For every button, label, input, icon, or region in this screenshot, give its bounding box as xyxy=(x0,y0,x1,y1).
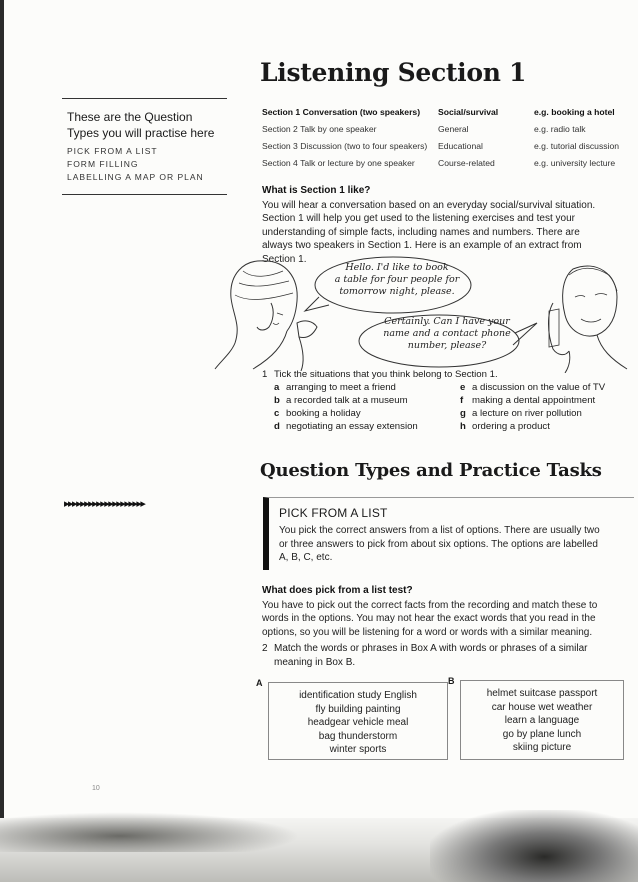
sidebar-title xyxy=(67,109,227,141)
table-row xyxy=(262,154,622,171)
table-cell: e.g. radio talk xyxy=(534,123,586,134)
subheading: What does pick from a list test? xyxy=(262,585,413,596)
bubble-line: a table for four people for xyxy=(334,274,460,285)
option-text: arranging to meet a friend xyxy=(286,382,396,393)
word-line: headgear vehicle meal xyxy=(307,717,409,728)
paragraph-line: You have to pick out the correct facts from the recording and match these to xyxy=(262,599,598,611)
task-number: 1 xyxy=(262,369,268,380)
box-b xyxy=(460,680,624,760)
paragraph-line: always two speakers in Section 1. Here is an example of an extract from xyxy=(262,240,582,251)
option-letter: g xyxy=(460,408,466,419)
paragraph-line: words in the options. You may not hear the exact words that you read in the xyxy=(262,613,596,624)
table-row xyxy=(262,137,622,154)
table-row xyxy=(262,103,622,120)
bubble-line: name and a contact phone xyxy=(383,328,511,339)
table-cell: e.g. university lecture xyxy=(534,157,616,168)
task-instruction xyxy=(262,642,622,656)
sidebar-item: LABELLING A MAP OR PLAN xyxy=(67,172,204,182)
option-item xyxy=(274,407,460,420)
option-text: a recorded talk at a museum xyxy=(286,395,408,406)
sidebar-title-line: Types you will practise here xyxy=(67,126,215,140)
box-b-words xyxy=(461,681,623,755)
bubble-line: number, please? xyxy=(407,340,487,351)
what-does-pick-test xyxy=(262,584,630,639)
section-heading: Question Types and Practice Tasks xyxy=(260,460,602,481)
option-text: negotiating an essay extension xyxy=(286,421,418,432)
option-text: ordering a product xyxy=(472,421,550,432)
word-line: bag thunderstorm xyxy=(318,730,398,742)
table-cell: Section 1 Conversation (two speakers) xyxy=(262,106,421,117)
table-cell: Section 2 Talk by one speaker xyxy=(262,123,377,134)
option-letter: c xyxy=(274,408,280,419)
option-text: a lecture on river pollution xyxy=(472,408,582,419)
bubble-line: Certainly. Can I have your xyxy=(384,316,510,327)
paragraph-line: options, so you will be listening for a word or words with a similar meaning. xyxy=(262,626,593,638)
task-text: Match the words or phrases in Box A with words or phrases of a similar xyxy=(274,643,588,654)
option-letter: e xyxy=(460,382,466,393)
page-number: 10 xyxy=(92,785,100,792)
table-row xyxy=(262,120,622,137)
option-text: making a dental appointment xyxy=(472,395,596,406)
sidebar-item: FORM FILLING xyxy=(67,159,139,169)
option-letter: b xyxy=(274,395,280,406)
box-a xyxy=(268,682,448,760)
pick-from-a-list-box xyxy=(263,497,634,570)
sidebar-title-line: These are the Question xyxy=(67,110,193,124)
option-letter: h xyxy=(460,421,466,432)
table-cell: Section 4 Talk or lecture by one speaker xyxy=(262,157,415,168)
box-text xyxy=(279,524,629,565)
task-text: meaning in Box B. xyxy=(274,656,356,668)
option-letter: d xyxy=(274,421,280,432)
page-title: Listening Section 1 xyxy=(260,58,527,87)
box-b-label: B xyxy=(448,676,455,686)
man-figure xyxy=(563,266,617,336)
table-cell: Course-related xyxy=(438,157,495,168)
subheading: What is Section 1 like? xyxy=(262,185,371,196)
table-cell: General xyxy=(438,123,469,134)
question-types-sidebar xyxy=(62,98,227,195)
sidebar-item: PICK FROM A LIST xyxy=(67,146,158,156)
task-text: Tick the situations that you think belong to Section 1. xyxy=(274,369,498,380)
arrow-row-icon: ▸▸▸▸▸▸▸▸▸▸▸▸▸▸▸▸▸▸▸▸ xyxy=(64,498,145,510)
box-title: PICK FROM A LIST xyxy=(279,506,388,520)
word-line: car house wet weather xyxy=(491,701,593,713)
options-list xyxy=(274,381,632,433)
paragraph-line: Section 1. xyxy=(262,253,307,265)
option-item xyxy=(460,394,638,407)
word-line: skiing picture xyxy=(512,742,572,753)
bubble-line: tomorrow night, please. xyxy=(339,286,455,297)
option-letter: a xyxy=(274,382,280,393)
task-instruction xyxy=(262,368,632,381)
paragraph-line: or three answers to pick from about six options. The options are labelled xyxy=(279,538,598,550)
word-line: learn a language xyxy=(504,715,580,726)
option-item xyxy=(460,381,638,394)
speech-bubble-1 xyxy=(332,262,462,298)
task-number: 2 xyxy=(262,643,268,654)
bubble-line: Hello. I'd like to book xyxy=(345,262,449,273)
option-text: a discussion on the value of TV xyxy=(472,382,606,393)
scan-shadow-blob xyxy=(430,810,638,882)
word-line: identification study English xyxy=(299,690,417,701)
table-cell: e.g. booking a hotel xyxy=(534,106,615,117)
table-cell: Section 3 Discussion (two to four speakers) xyxy=(262,140,428,151)
table-cell: Social/survival xyxy=(438,106,499,117)
box-a-label: A xyxy=(256,678,263,688)
paragraph-line: understanding of simple facts, including names and numbers. There are xyxy=(262,226,580,238)
option-item xyxy=(274,394,460,407)
scan-shadow-blob xyxy=(0,812,300,852)
word-line: winter sports xyxy=(329,744,387,755)
speech-bubble-2 xyxy=(372,316,522,352)
option-item xyxy=(274,381,460,394)
option-text: booking a holiday xyxy=(286,408,361,419)
paragraph-line: You pick the correct answers from a list of options. There are usually two xyxy=(279,525,600,536)
table-cell: Educational xyxy=(438,140,483,151)
paragraph-line: You will hear a conversation based on an everyday social/survival situation. xyxy=(262,199,596,211)
word-line: fly building painting xyxy=(315,703,401,715)
option-letter: f xyxy=(460,395,464,406)
word-line: go by plane lunch xyxy=(502,728,582,740)
paragraph-line: Section 1 will help you get used to the listening exercises and test your xyxy=(262,213,575,224)
box-a-words xyxy=(269,683,447,757)
paragraph-line: A, B, C, etc. xyxy=(279,552,333,563)
task-1 xyxy=(262,368,632,433)
sections-table xyxy=(262,103,622,171)
woman-figure xyxy=(215,261,265,369)
scan-edge xyxy=(0,0,4,882)
option-item xyxy=(460,420,638,433)
option-item xyxy=(460,407,638,420)
word-line: helmet suitcase passport xyxy=(486,688,598,699)
option-item xyxy=(274,420,460,433)
task-2 xyxy=(262,642,622,669)
table-cell: e.g. tutorial discussion xyxy=(534,140,620,151)
